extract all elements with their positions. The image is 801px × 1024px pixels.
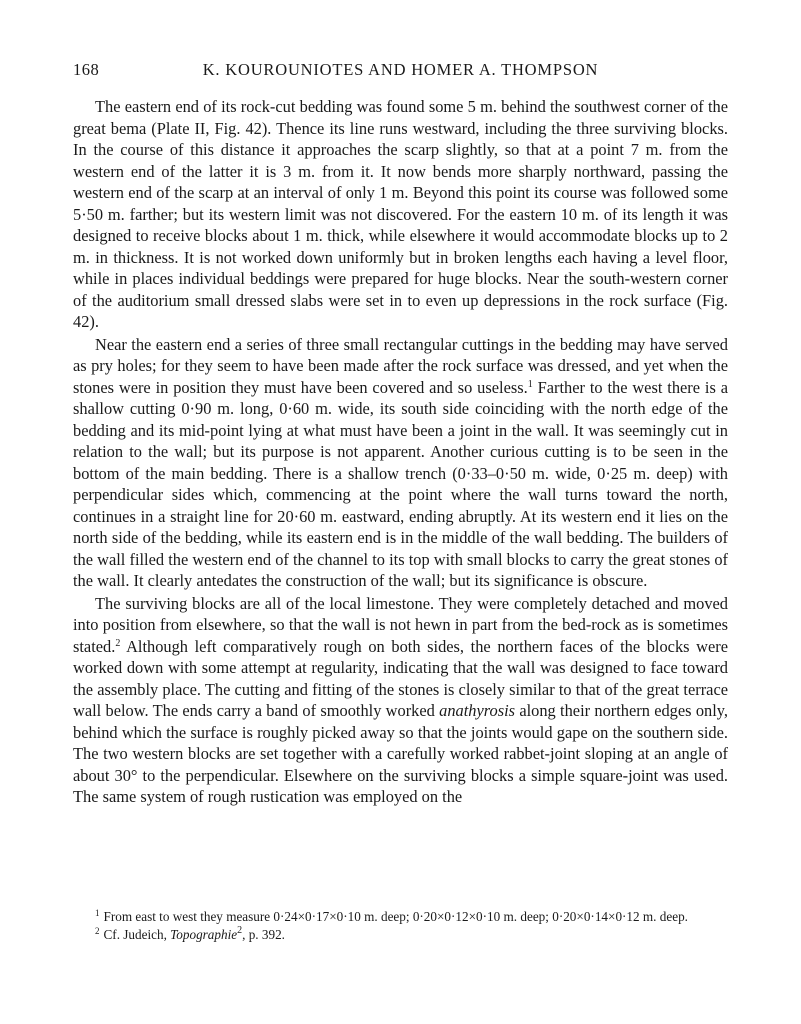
footnote-2-sup: 2	[237, 925, 243, 936]
footnote-2-text-a: Cf. Judeich,	[103, 927, 171, 942]
footnote-ref-2[interactable]: 2	[115, 637, 121, 649]
body-text	[73, 96, 728, 808]
footnote-2	[73, 926, 728, 944]
page-header	[73, 60, 728, 84]
paragraph-3-text-c: along their northern edges only, behind which the surface is roughly picked away so that the joints would gape on the southern side. The two western blocks are set together with a carefully worked rabbet-joint sloping at an angle of about 30° to the perpendicular. Elsewhere on the surviving blocks a simple square-joint was used. The same system of rough rustication was employed on the	[73, 701, 728, 806]
footnote-1	[73, 908, 728, 926]
paragraph-2	[73, 334, 728, 592]
page-number: 168	[73, 60, 100, 79]
footnote-ref-1[interactable]: 1	[527, 378, 533, 390]
paragraph-1: The eastern end of its rock-cut bedding was found some 5 m. behind the southwest corner of the great bema (Plate II, Fig. 42). Thence its line runs westward, including the three surviving blocks. In the course of this distance it approaches the scarp slightly, so that at a point 7 m. from the western end of the latter it is 3 m. from it. It now bends more sharply northward, passing the western end of the scarp at an interval of only 1 m. Beyond this point its course was followed some 5·50 m. farther; but its western limit was not discovered. For the eastern 10 m. of its length it was designed to receive blocks about 1 m. thick, while elsewhere it would accommodate blocks up to 2 m. in thickness. It is not worked down uniformly but in broken lengths each having a level floor, while in places individual beddings were prepared for huge blocks. Near the south-western corner of the auditorium small dressed slabs were set in to even up depressions in the rock surface (Fig. 42).	[73, 97, 728, 331]
paragraph-2-text-a: Near the eastern end a series of three small rectangular cuttings in the bedding may have served as pry holes; for they seem to have been made after the rock surface was dressed, and yet when the stones were in position they must have been covered and so useless.	[73, 334, 728, 397]
paragraph-3-text-b: Although left comparatively rough on both sides, the northern faces of the blocks were worked down with some attempt at regularity, indicating that the wall was designed to face toward the assembly place. The cutting and fitting of the stones is closely similar to that of the great terrace wall below. The ends carry a band of smoothly worked	[73, 636, 728, 720]
paragraph-3-text-a: The surviving blocks are all of the local limestone. They were completely detached and moved into position from elsewhere, so that the wall is not hewn in part from the bed-rock as is sometimes stated.	[73, 593, 728, 656]
running-head: K. KOUROUNIOTES AND HOMER A. THOMPSON	[202, 60, 599, 79]
footnote-2-mark: 2	[95, 926, 100, 936]
footnote-1-mark: 1	[95, 908, 100, 918]
footnote-2-italic: Topographie	[170, 927, 238, 942]
footnotes	[73, 908, 728, 944]
italic-term: anathyrosis	[439, 701, 516, 720]
footnote-1-text: From east to west they measure 0·24×0·17×0·10 m. deep; 0·20×0·12×0·10 m. deep; 0·20×0·14×0·12 m. deep.	[103, 909, 688, 924]
paragraph-3	[73, 593, 728, 808]
footnote-2-text-b: , p. 392.	[242, 927, 285, 942]
paragraph-2-text-b: Farther to the west there is a shallow cutting 0·90 m. long, 0·60 m. wide, its south side coinciding with the north edge of the bedding and its mid-point lying at what must have been a joint in the wall. It was seemingly cut in relation to the wall; but its purpose is not apparent. Another curious cutting is to be seen in the bottom of the main bedding. There is a shallow trench (0·33–0·50 m. wide, 0·25 m. deep) with perpendicular sides which, commencing at the point where the wall turns toward the north, continues in a straight line for 20·60 m. eastward, ending abruptly. At its western end it lies on the north side of the bedding, while its eastern end is in the middle of the wall bedding. The builders of the wall filled the western end of the channel to its top with small blocks to carry the great stones of the wall. It clearly antedates the construction of the wall; but its significance is obscure.	[73, 377, 729, 590]
